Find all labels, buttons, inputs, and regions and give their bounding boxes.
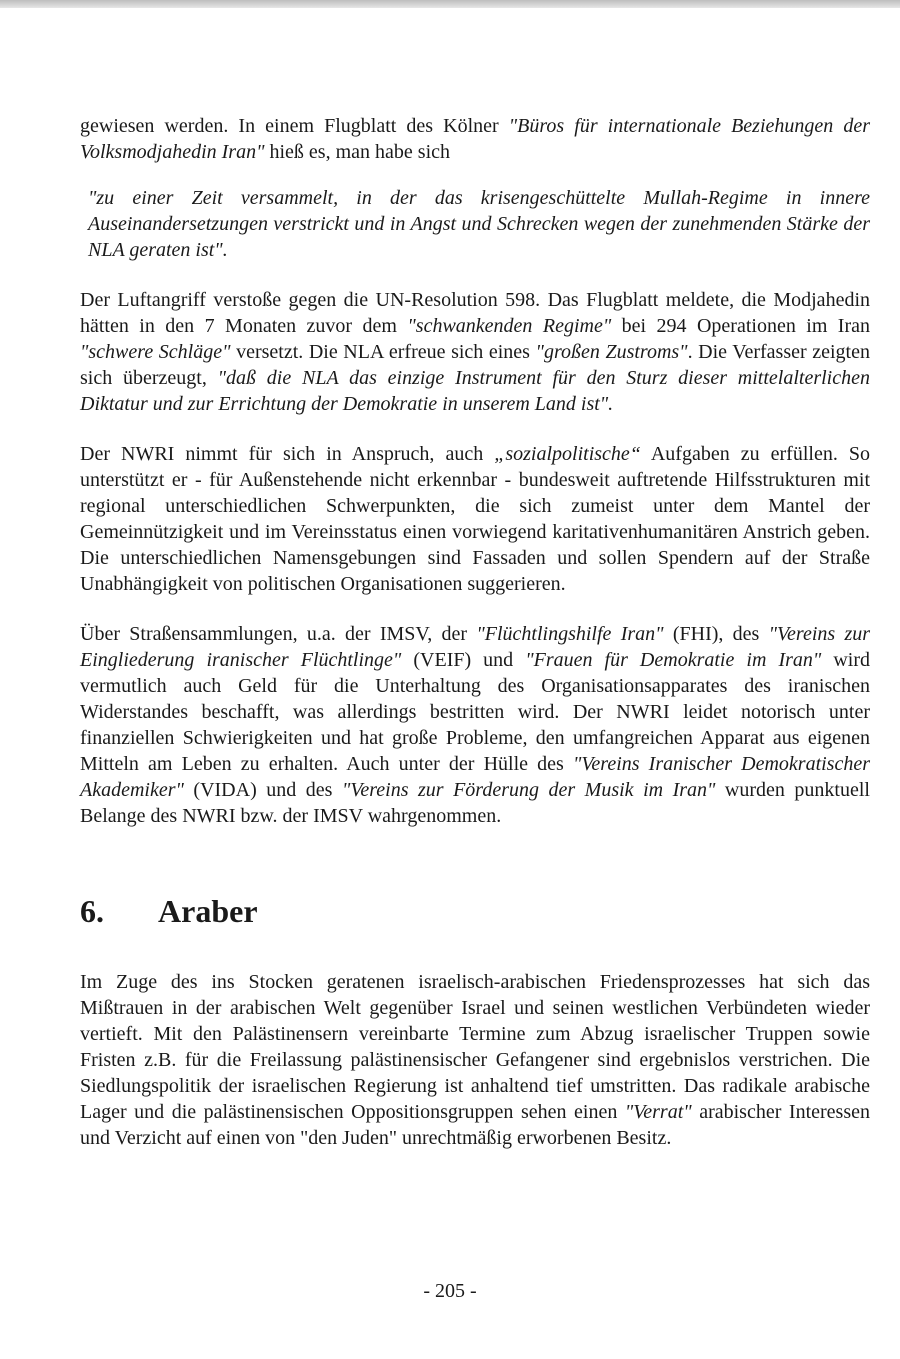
- document-page: [80, 113, 870, 1151]
- italic-run: "zu einer Zeit versammelt, in der das krisengeschüttelte Mullah-Regime in innere Auseinandersetzungen verstrickt und in Angst und Schrecken wegen der zunehmenden Stärke der NLA geraten ist".: [88, 187, 870, 261]
- text-run: arabischer Interessen und Verzicht auf einen von "den Juden" unrechtmäßig erworbenen Besitz.: [80, 1101, 870, 1149]
- text-run: gewiesen werden. In einem Flugblatt des Kölner: [80, 115, 509, 137]
- paragraph-strassensammlungen: [80, 621, 870, 829]
- page-number: - 205 -: [423, 1280, 477, 1302]
- italic-run: "daß die NLA das einzige Instrument für den Sturz dieser mittelalterlichen Diktatur und zur Errichtung der Demokratie in unserem Land ist".: [80, 367, 870, 415]
- italic-run: "Verrat": [624, 1101, 692, 1123]
- scan-top-edge: [0, 0, 900, 8]
- block-quote: [88, 185, 870, 263]
- text-run: (VEIF) und: [401, 649, 526, 671]
- text-run: Der NWRI nimmt für sich in Anspruch, auch: [80, 443, 495, 465]
- italic-run: "Büros für internationale Beziehungen der Volksmodjahedin Iran": [80, 115, 870, 163]
- text-run: Über Straßensammlungen, u.a. der IMSV, der: [80, 623, 477, 645]
- italic-run: "großen Zustroms": [535, 341, 688, 363]
- paragraphs-before-section: [80, 113, 870, 829]
- text-run: bei 294 Operationen im Iran: [611, 315, 871, 337]
- paragraph-intro: [80, 113, 870, 165]
- paragraph-araber: [80, 969, 870, 1151]
- paragraph-nwri: [80, 441, 870, 597]
- italic-run: „sozialpolitische“: [494, 443, 641, 465]
- paragraph-luftangriff: [80, 287, 870, 417]
- section-number: 6.: [80, 893, 104, 929]
- text-run: (FHI), des: [663, 623, 769, 645]
- italic-run: "Vereins zur Eingliederung iranischer Flüchtlinge": [80, 623, 871, 671]
- text-run: Im Zuge des ins Stocken geratenen israelisch-arabischen Friedensprozesses hat sich das Mißtrauen in der arabischen Welt gegenüber Israel und seinen westlichen Verbündeten wieder vertieft. Mit den Palästinensern vereinbarte Termine zum Abzug israelischer Truppen sowie Fristen z.B. für die Freilassung palästinensischer Gefangener sind ergebnislos verstrichen. Die Siedlungspolitik der israelischen Regierung ist anhaltend tief umstritten. Das radikale arabische Lager und die palästinensischen Oppositionsgruppen sehen einen: [80, 971, 870, 1123]
- italic-run: "schwere Schläge": [80, 341, 231, 363]
- italic-run: "Frauen für Demokratie im Iran": [525, 649, 822, 671]
- text-run: Aufgaben zu erfüllen. So unterstützt er - für Außenstehende nicht erkennbar - bundesweit auftretende Hilfsstrukturen mit regional unterschiedlichen Schwerpunkten, die sich zumeist unter dem Mantel der Gemeinnützigkeit und im Vereinsstatus einen vorwiegend karitativenhumanitären Anstrich geben. Die unterschiedlichen Namensgebungen sind Fassaden und sollen Spendern auf der Straße Unabhängigkeit von politischen Organisationen suggerieren.: [80, 443, 870, 595]
- text-run: wird vermutlich auch Geld für die Unterhaltung des Organisationsapparates des iranischen Widerstandes beschafft, was allerdings bestritten wird. Der NWRI leidet notorisch unter finanziellen Schwierigkeiten und hat große Probleme, den umfangreichen Apparat aus eigenen Mitteln am Leben zu erhalten. Auch unter der Hülle des: [80, 649, 870, 775]
- italic-run: "Vereins Iranischer Demokratischer Akademiker": [80, 753, 871, 801]
- text-run: versetzt. Die NLA erfreue sich eines: [230, 341, 536, 363]
- italic-run: "schwankenden Regime": [407, 315, 612, 337]
- section-heading: [80, 891, 870, 931]
- text-run: (VIDA) und des: [183, 779, 342, 801]
- text-run: wurden punktuell Belange des NWRI bzw. der IMSV wahrgenommen.: [80, 779, 870, 827]
- text-run: Der Luftangriff verstoße gegen die UN-Resolution 598. Das Flugblatt meldete, die Modjahedin hätten in den 7 Monaten zuvor dem: [80, 289, 870, 337]
- section-title: Araber: [158, 893, 258, 929]
- text-run: . Die Verfasser zeigten sich überzeugt,: [80, 341, 870, 389]
- italic-run: "Flüchtlingshilfe Iran": [476, 623, 664, 645]
- text-run: hieß es, man habe sich: [264, 141, 450, 163]
- italic-run: "Vereins zur Förderung der Musik im Iran": [341, 779, 716, 801]
